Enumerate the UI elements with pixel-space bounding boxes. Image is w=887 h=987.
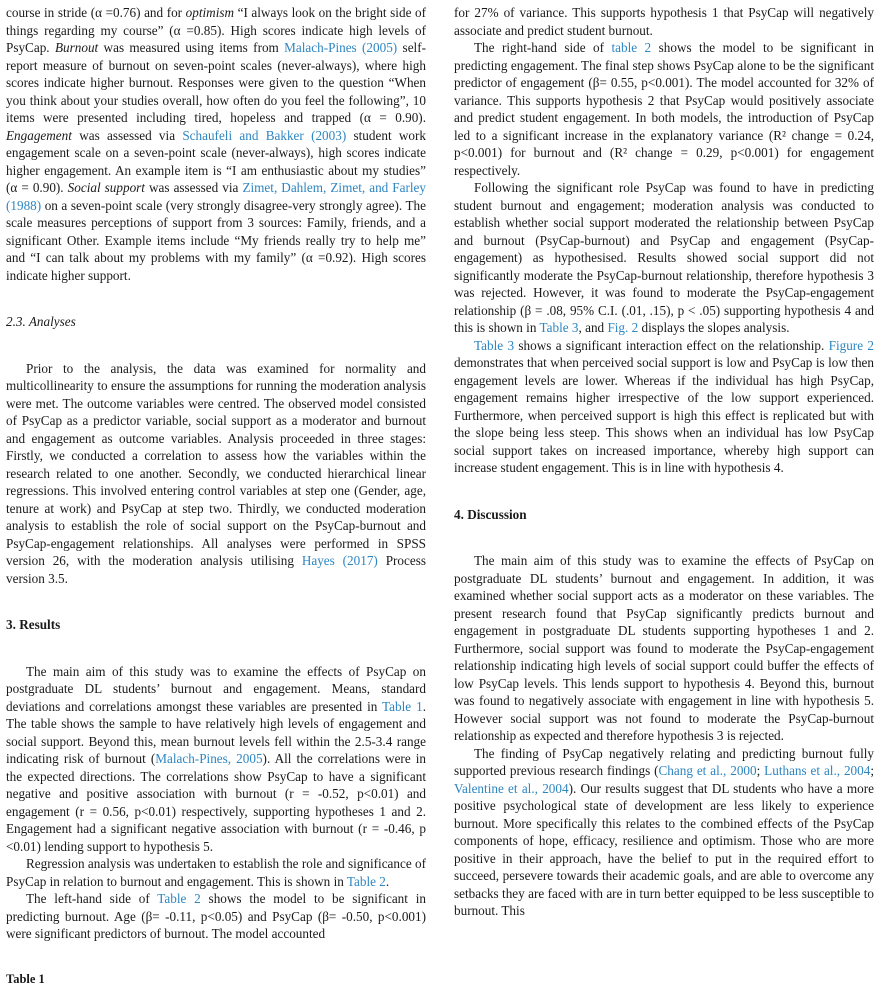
discussion-paragraph-2	[454, 745, 874, 920]
text: . The table shows the sample to have relatively high levels of engagement and social support. Beyond this, mean burnout levels fell within the 2.5-3.4 range indicating risk of burnout (	[6, 698, 426, 766]
figure-link[interactable]: Fig. 2	[607, 320, 639, 335]
section-heading-analyses: 2.3. Analyses	[6, 314, 76, 329]
text: shows the model to be significant in predicting engagement. The final step shows PsyCap alone to be the significant predictor of engagement (β= 0.55, p<0.001). The model accounted for 32% of variance. This supports hypothesis 2 that PsyCap would positively associate and predict student engagement. In both models, the introduction of PsyCap led to a significant increase in the explanatory variance (R² change = 0.24, p<0.001) for burnout and (R² change = 0.29, p<0.001) for engagement respectively.	[454, 40, 874, 178]
text: shows a significant interaction effect on the relationship.	[514, 337, 829, 353]
results-paragraph-5	[454, 39, 874, 179]
text: “I always look on the bright side of things regarding my course” (α =0.85). High scores indicate high levels of PsyCap.	[6, 5, 426, 55]
text: ). All the correlations were in the expected directions. The correlations show PsyCap to have a significant negative and positive association with burnout (r = -0.52, p<0.01) and engagement (r = 0.56, p<0.01) respectively, supporting hypotheses 1 and 2. Engagement had a significant negative association with burnout (r = -0.46, p <0.01) lending support to hypothesis 5.	[6, 751, 427, 854]
table-link[interactable]: Table 2	[346, 873, 386, 889]
text: , and	[578, 320, 608, 335]
text: demonstrates that when perceived social support is low and PsyCap is low then engagement levels are lower. Whereas if the individual has high PsyCap, engagement remains higher irrespective of the low support experienced. Furthermore, when perceived support is high this effect is replicated but with the slope being less steep. This shows when an individual has low PsyCap social support takes on increased importance, whereby high support can increase student engagement. This is in line with hypothesis 4.	[454, 355, 874, 475]
text: ;	[756, 763, 765, 778]
text: displays the slopes analysis.	[638, 320, 790, 335]
citation-link[interactable]: Malach-Pines (2005)	[284, 40, 398, 55]
text: Social support	[67, 180, 145, 195]
text: optimism	[185, 5, 235, 20]
left-column	[6, 4, 426, 943]
text: self-report measure of burnout on seven-point scales (never-always), where high scores indicate higher burnout. Responses were given to the question “When you think about your studies overall, how often do you feel the following”, 10 items were presented including tired, hopeless and trapped (α = 0.90).	[6, 40, 426, 125]
results-paragraph-2	[6, 855, 426, 890]
text: shows the model to be significant in predicting burnout. Age (β= -0.11, p<0.05) and PsyCap (β= -0.50, p<0.001) were significant predictors of burnout. The model accounted	[6, 891, 426, 941]
citation-link[interactable]: Hayes (2017)	[301, 553, 378, 568]
text: Following the significant role PsyCap was found to have in predicting student burnout and engagement; moderation analysis was conducted to establish whether social support moderated the relationship between PsyCap and burnout (PsyCap-burnout) and PsyCap and engagement (PsyCap-engagement) as hypothesised. Results showed social support did not significantly moderate the PsyCap-burnout relationship, therefore hypothesis 3 was rejected. However, it was found to moderate the PsyCap-engagement relationship (β = .08, 95% C.I. (.01, .15), p < .05) supporting hypothesis 4 and this is shown in	[454, 180, 874, 335]
results-paragraph-1	[6, 663, 426, 856]
table-link[interactable]: table 2	[611, 40, 652, 55]
analyses-paragraph	[6, 360, 426, 588]
text: was assessed via	[71, 127, 183, 143]
measures-paragraph	[6, 4, 426, 284]
table-link[interactable]: Table 3	[474, 337, 515, 353]
text: Prior to the analysis, the data was examined for normality and multicollinearity to ensure the assumptions for running the moderation analysis were met. The outcome variables were centred. The observed model consisted of PsyCap as a predictor variable, social support as a moderator and burnout and engagement as outcome variables. Analysis proceeded in three stages: Firstly, we conducted a correlation to assess how the variables within the research related to one another. Secondly, we conducted hierarchical linear regressions. This involved entering control variables at step one (Gender, age, tenure at work) and PsyCap at step two. Thirdly, we conducted moderation analysis to establish the role of social support on the PsyCap-burnout and PsyCap-engagement relationships. All analyses were performed in SPSS version 26, with the moderation analysis utilising	[6, 360, 426, 568]
citation-link[interactable]: Schaufeli and Bakker (2003)	[182, 127, 347, 143]
results-paragraph-7	[454, 337, 874, 477]
citation-link[interactable]: Malach-Pines, 2005	[155, 751, 263, 766]
results-paragraph-3	[6, 890, 426, 943]
text: was assessed via	[144, 180, 243, 195]
citation-link[interactable]: Chang et al., 2000	[658, 763, 757, 778]
text: was measured using items from	[98, 40, 285, 55]
right-column	[454, 4, 874, 920]
text: student work engagement scale on a seven-point scale (never-always), high scores indicate higher engagement. An example item is “I am enthusiastic about my studies” (α = 0.90).	[6, 127, 426, 195]
figure-link[interactable]: Figure 2	[828, 337, 874, 353]
citation-link[interactable]: Zimet, Dahlem, Zimet, and Farley (1988)	[6, 180, 426, 213]
text: Engagement	[6, 127, 72, 143]
text: Regression analysis was undertaken to establish the role and significance of PsyCap in relation to burnout and engagement. This is shown in	[6, 856, 426, 889]
citation-link[interactable]: Luthans et al., 2004	[764, 763, 871, 778]
citation-link[interactable]: Valentine et al., 2004	[454, 780, 569, 796]
text: on a seven-point scale (very strongly disagree-very strongly agree). The scale measures perceptions of support from 3 sources: Family, friends, and a significant Other. Example items include “My friends really try to help me” and “I can talk about my problems with my family” (α =0.92). High scores indicate higher support.	[6, 197, 426, 283]
table-caption: Table 1	[6, 972, 45, 986]
table-link[interactable]: Table 3	[539, 320, 579, 335]
text: The right-hand side of	[474, 40, 612, 55]
text: The main aim of this study was to examine the effects of PsyCap on postgraduate DL students’ burnout and engagement. Means, standard deviations and correlations amongst these variables are presented in	[6, 663, 426, 714]
section-heading-results: 3. Results	[6, 617, 61, 632]
text: Process version 3.5.	[6, 553, 427, 586]
table-link[interactable]: Table 2	[157, 891, 201, 906]
text: Burnout	[54, 40, 99, 55]
table-link[interactable]: Table 1	[382, 698, 423, 714]
text: .	[385, 873, 390, 889]
section-heading-discussion: 4. Discussion	[454, 506, 527, 522]
text: The finding of PsyCap negatively relating and predicting burnout fully supported previous research findings (	[454, 745, 874, 778]
results-paragraph-6	[454, 179, 874, 337]
text: course in stride (α =0.76) and for	[6, 5, 186, 20]
discussion-paragraph-1: The main aim of this study was to examine the effects of PsyCap on postgraduate DL students’ burnout and engagement. In addition, it was examined whether social support acts as a moderator on these variables. The present research found that PsyCap significantly predicts burnout and engagement in postgraduate DL students supporting hypotheses 1 and 2. Furthermore, social support was found to moderate the PsyCap-engagement relationship indicating high levels of social support could buffer the effects of low PsyCap levels. This lends support to hypothesis 4. Beyond this, burnout was found to negatively associate with engagement in line with hypothesis 5. However social support was not found to moderate the PsyCap-burnout relationship as expected and therefore hypothesis 3 is rejected.	[454, 553, 874, 743]
results-paragraph-4: for 27% of variance. This supports hypothesis 1 that PsyCap will negatively associate and predict student burnout.	[454, 5, 874, 38]
text: The left-hand side of	[26, 891, 158, 906]
text: ;	[870, 763, 874, 778]
text: ). Our results suggest that DL students who have a more positive psychological state of development are less likely to experience burnout. More specifically this relates to the combined effects of the PsyCap components of hope, efficacy, resilience and optimism. Those who are more positive in their approach, have the belief to put in the required effort to succeed, persevere towards their academic goals, and are able to overcome any setbacks they are faced with are in turn better equipped to be less susceptible to burnout. This	[454, 780, 874, 918]
